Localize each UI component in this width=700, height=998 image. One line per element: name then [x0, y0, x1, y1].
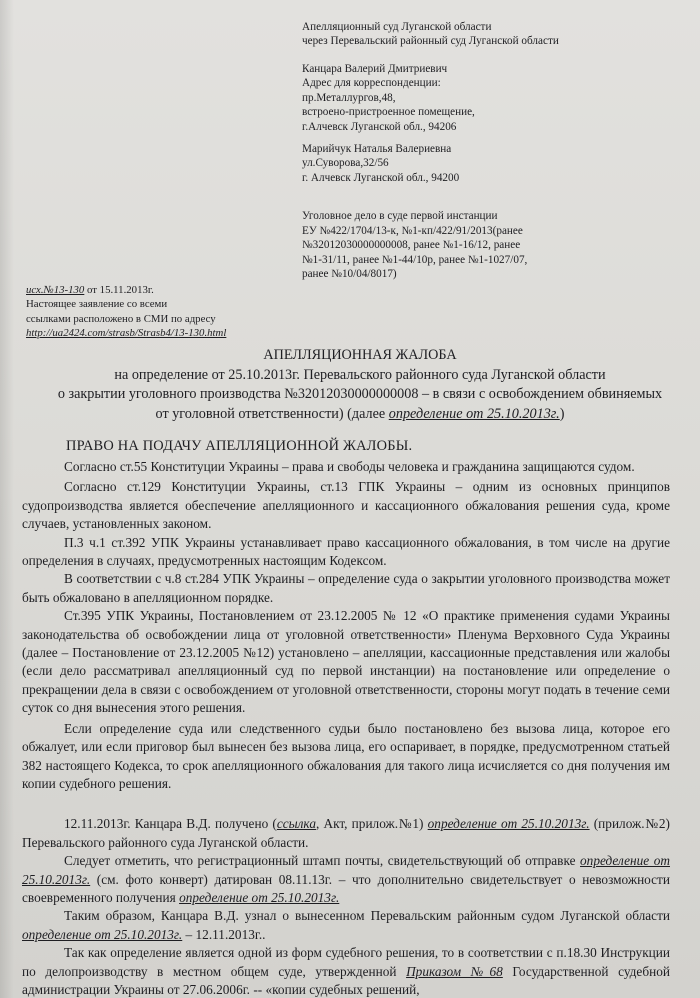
outgoing-number-link[interactable]: исх.№13-130	[26, 284, 85, 296]
reference-link[interactable]: ссылка	[276, 816, 316, 832]
title-block	[40, 346, 680, 424]
sender2-block	[302, 142, 459, 185]
outgoing-note-1: Настоящее заявление со всеми	[26, 298, 168, 311]
section-title: ПРАВО НА ПОДАЧУ АПЕЛЛЯЦИОННОЙ ЖАЛОБЫ.	[66, 438, 413, 454]
sender2-name: Марийчук Наталья Валериевна	[302, 143, 452, 155]
case-info-block	[302, 209, 602, 282]
sender1-name: Канцара Валерий Дмитриевич	[302, 63, 448, 75]
addressee-block	[302, 20, 559, 49]
paragraph-8: Следует отметить, что регистрационный штамп почты, свидетельствующий об отправке определение от 25.10.2013г. (см. фото конверт) датирован 08.11.13г. – что дополнительно свидетельствует о невозможности своевременного получения определение от 25.10.2013г.	[22, 853, 670, 905]
paragraph-1: Согласно ст.55 Конституции Украины – права и свободы человека и гражданина защищаются судом.	[64, 459, 635, 474]
paragraph-10: Так как определение является одной из форм судебного решения, то в соответствии с п.18.30 Инструкции по делопроизводству в местном общем суде, утвержденной Приказом №68 Государственной судебной администрации Украины от 27.06.2006г. -- «копии судебных решений,	[22, 945, 670, 997]
ruling-link[interactable]: определение от 25.10.2013г.	[22, 853, 670, 887]
paragraph-2: Согласно ст.129 Конституции Украины, ст.13 ГПК Украины – одним из основных принципов судопроизводства является обеспечение апелляционного и кассационного обжалования решения суда, кроме случаев, установленных законом.	[22, 479, 670, 532]
sender1-premises: встроено-пристроенное помещение,	[302, 106, 475, 119]
paragraph-6: Если определение суда или следственного судьи было постановлено без вызова лица, которое его обжалует, или если приговор был вынесен без вызова лица, его оспаривает, в порядке, предусмотренном статьей 382 настоящего Кодекса, то срок апелляционного обжалования для такого лица исчисляется со дня получения им копии судебного решения.	[22, 720, 670, 791]
ruling-link[interactable]: определение от 25.10.2013г.	[427, 816, 590, 832]
page-edge-shadow	[0, 0, 14, 998]
paragraph-4: В соответствии с ч.8 ст.284 УПК Украины – определение суда о закрытии уголовного производства может быть обжаловано в апелляционном порядке.	[22, 571, 670, 605]
document-body	[22, 458, 670, 998]
sender2-street: ул.Суворова,32/56	[302, 157, 389, 170]
paragraph-3: П.3 ч.1 ст.392 УПК Украины устанавливает право кассационного обжалования, в том числе на другие определения в случаях, предусмотренных настоящим Кодексом.	[22, 534, 670, 569]
addressee-court: Апелляционный суд Луганской области	[302, 21, 492, 33]
case-line-2: ЕУ №422/1704/13-к, №1-кп/422/91/2013(ранее	[302, 224, 523, 237]
sender2-city: г. Алчевск Луганской обл., 94200	[302, 171, 460, 184]
title-line-1: на определение от 25.10.2013г. Перевальского районного суда Луганской области	[114, 366, 606, 383]
outgoing-url-link[interactable]: http://ua2424.com/strasb/Strasb4/13-130.html	[26, 327, 227, 340]
title-line-2: о закрытии уголовного производства №32012030000000008 – в связи с освобождением обвиняемых	[57, 386, 663, 403]
sender1-label: Адрес для корреспонденции:	[302, 77, 441, 90]
case-line-3: №32012030000000008, ранее №1-16/12, ранее	[302, 239, 521, 252]
outgoing-block	[26, 283, 226, 341]
outgoing-note-2: ссылками расположено в СМИ по адресу	[26, 312, 216, 325]
document-heading: АПЕЛЛЯЦИОННАЯ ЖАЛОБА	[263, 347, 457, 363]
paragraph-7: 12.11.2013г. Канцара В.Д. получено (ссылка, Акт, прилож.№1) определение от 25.10.2013г. (прилож.№2) Перевальского районного суда Луганской области.	[22, 816, 670, 850]
ruling-link[interactable]: определение от 25.10.2013г.	[388, 405, 560, 422]
addressee-via: через Перевальский районный суд Луганской области	[302, 35, 559, 48]
case-line-5: ранее №10/04/8017)	[302, 268, 397, 281]
outgoing-date: от 15.11.2013г.	[84, 284, 154, 296]
case-line-1: Уголовное дело в суде первой инстанции	[302, 210, 498, 222]
ruling-link[interactable]: определение от 25.10.2013г.	[179, 889, 340, 905]
paragraph-9: Таким образом, Канцара В.Д. узнал о вынесенном Перевальским районным судом Луганской области определение от 25.10.2013г. – 12.11.2013г..	[22, 908, 670, 942]
case-line-4: №1-31/11, ранее №1-44/10р, ранее №1-1027/07,	[302, 253, 528, 266]
sender1-city: г.Алчевск Луганской обл., 94206	[302, 120, 457, 133]
paragraph-5: Ст.395 УПК Украины, Постановлением от 23.12.2005 № 12 «О практике применения судами Украины законодательства об освобождении лица от уголовной ответственности» Пленума Верховного Суда Украины (далее – Постановление от 23.12.2005 №12) установлено – апелляции, кассационные представления или жалобы (если дело рассматривал апелляционный суд по первой инстанции) на постановление или определение о прекращении дела в связи с освобождением от уголовной ответственности, стороны могут подать в течение семи суток со дня вынесения этого решения.	[22, 608, 670, 716]
sender1-block	[302, 62, 475, 134]
sender1-street: пр.Металлургов,48,	[302, 91, 396, 104]
title-line-3: от уголовной ответственности) (далее определение от 25.10.2013г.)	[155, 405, 565, 422]
ruling-link[interactable]: определение от 25.10.2013г.	[22, 926, 183, 942]
order-link[interactable]: Приказом №68	[406, 963, 503, 979]
